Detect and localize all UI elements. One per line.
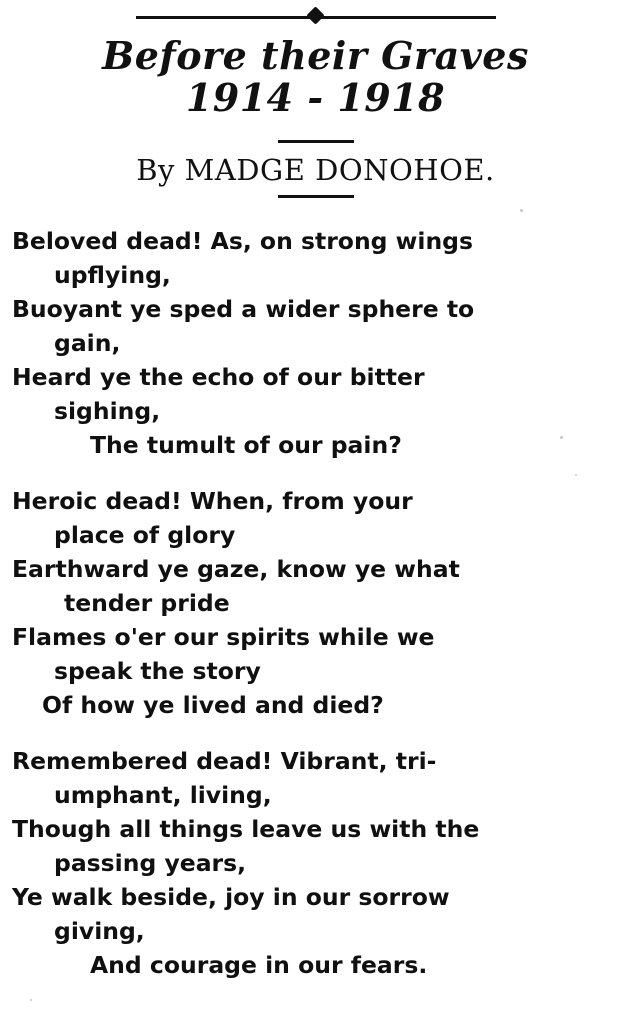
poem-line: giving, (54, 916, 145, 945)
stanza-1 (12, 224, 621, 462)
poem-line: sighing, (54, 396, 161, 425)
title-line-2: 1914 - 1918 (185, 74, 446, 120)
poem-line: Earthward ye gaze, know ye what (12, 554, 460, 583)
poem-line: umphant, living, (54, 780, 272, 809)
poem-line: upflying, (54, 260, 171, 289)
poem-line: Heard ye the echo of our bitter (12, 362, 425, 391)
scan-speck (520, 209, 523, 212)
poem-line: Of how ye lived and died? (42, 690, 384, 719)
poem-line: tender pride (64, 588, 230, 617)
poem-line: place of glory (54, 520, 236, 549)
scan-speck (575, 474, 577, 476)
diamond-rule-ornament (136, 4, 496, 30)
page-title (6, 33, 625, 120)
poem-line: Remembered dead! Vibrant, tri- (12, 746, 437, 775)
scan-speck (560, 436, 563, 439)
poem-line: Heroic dead! When, from your (12, 486, 413, 515)
poem-line: Buoyant ye sped a wider sphere to (12, 294, 475, 323)
stanza-2 (12, 484, 621, 722)
diamond-icon (306, 6, 324, 24)
title-line-1: Before their Graves (102, 33, 529, 78)
poem-line: The tumult of our pain? (90, 430, 402, 459)
byline: By MADGE DONOHOE. (136, 152, 495, 187)
poem-line: speak the story (54, 656, 261, 685)
divider-above-byline (278, 140, 354, 143)
newspaper-poem-page (0, 4, 631, 1027)
stanza-3 (12, 744, 621, 982)
poem-line: And courage in our fears. (90, 950, 428, 979)
poem-line: gain, (54, 328, 121, 357)
poem-line: passing years, (54, 848, 247, 877)
poem-body (6, 224, 625, 982)
poem-line: Flames o'er our spirits while we (12, 622, 435, 651)
poem-line: Beloved dead! As, on strong wings (12, 226, 473, 255)
poem-line: Though all things leave us with the (12, 814, 480, 843)
poem-line: Ye walk beside, joy in our sorrow (12, 882, 450, 911)
divider-below-byline (278, 195, 354, 198)
scan-speck (30, 999, 32, 1001)
